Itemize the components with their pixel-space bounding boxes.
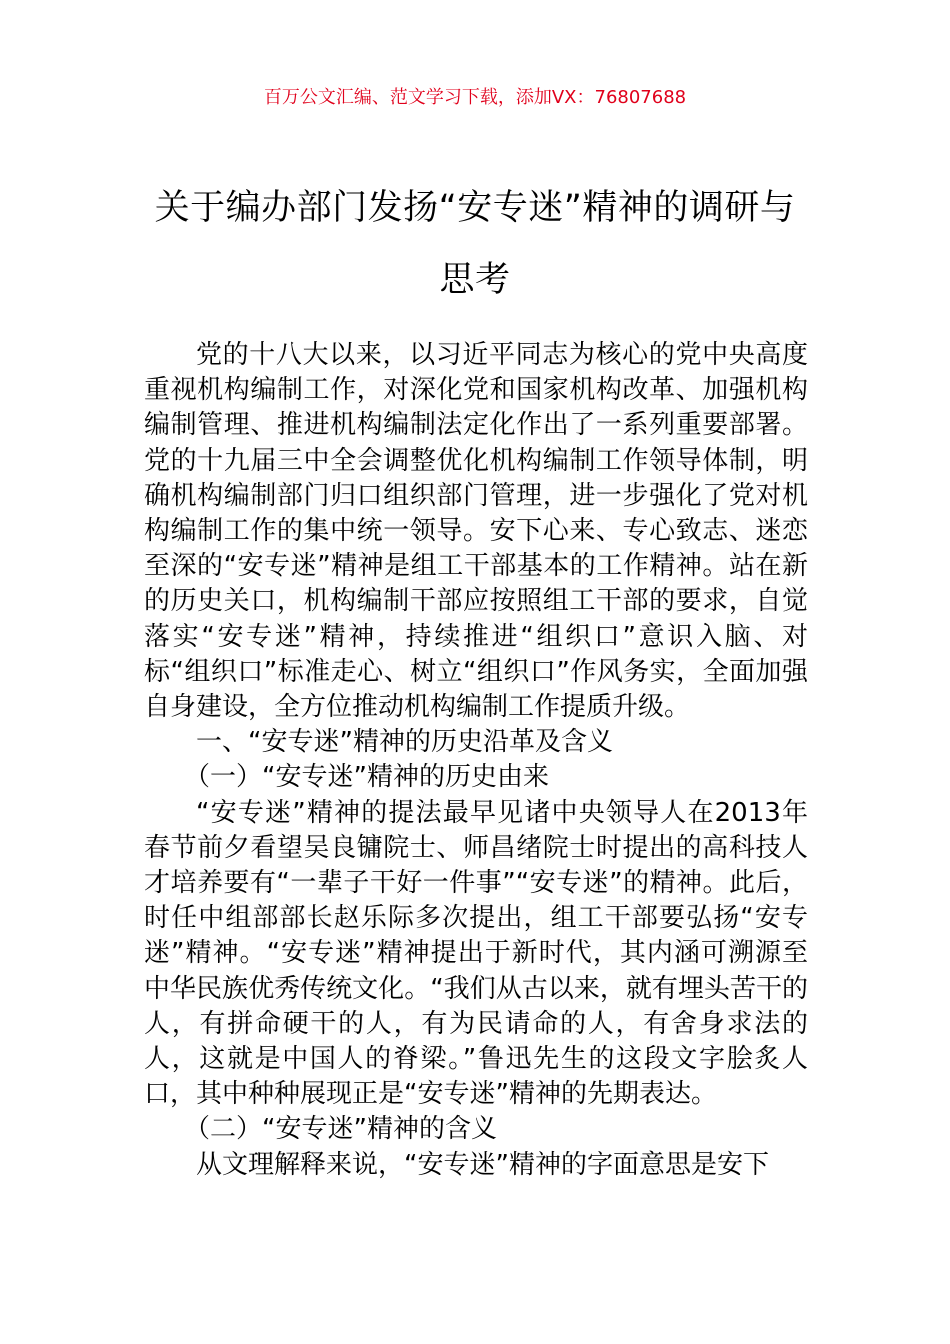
subsection-heading-2: （二）“安专迷”精神的含义 — [184, 1114, 497, 1145]
paragraph-meaning: 从文理解释来说，“安专迷”精神的字面意思是安下 — [196, 1149, 769, 1180]
section-heading-1: 一、“安专迷”精神的历史沿革及含义 — [196, 727, 613, 758]
subsection-heading-1: （一）“安专迷”精神的历史由来 — [184, 762, 549, 793]
document-title: 关于编办部门发扬“安专迷”精神的调研与思考 — [154, 188, 796, 300]
paragraph-intro: 党的十八大以来，以习近平同志为核心的党中央高度重视机构编制工作，对深化党和国家机构改革、加强机构编制管理、推进机构编制法定化作出了一系列重要部署。党的十九届三中全会调整优化机构编制工作领导体制，明确机构编制部门归口组织部门管理，进一步强化了党对机构编制工作的集中统一领导。安下心来、专心致志、迷恋至深的“安专迷”精神是组工干部基本的工作精神。站在新的历史关口，机构编制干部应按照组工干部的要求，自觉落实“安专迷”精神，持续推进“组织口”意识入脑、对标“组织口”标准走心、树立“组织口”作风务实，全面加强自身建设，全方位推动机构编制工作提质升级。 — [144, 340, 808, 723]
document-body — [144, 338, 808, 1183]
paragraph-history: “安专迷”精神的提法最早见诸中央领导人在2013年春节前夕看望吴良镛院士、师昌绪院士时提出的高科技人才培养要有“一辈子干好一件事”“安专迷”的精神。此后，时任中组部部长赵乐际多次提出，组工干部要弘扬“安专迷”精神。“安专迷”精神提出于新时代，其内涵可溯源至中华民族优秀传统文化。“我们从古以来，就有埋头苦干的人，有拼命硬干的人，有为民请命的人，有舍身求法的人，这就是中国人的脊梁。”鲁迅先生的这段文字脍炙人口，其中种种展现正是“安专迷”精神的先期表达。 — [144, 797, 808, 1110]
promo-banner: 百万公文汇编、范文学习下载，添加VX：76807688 — [263, 87, 687, 108]
